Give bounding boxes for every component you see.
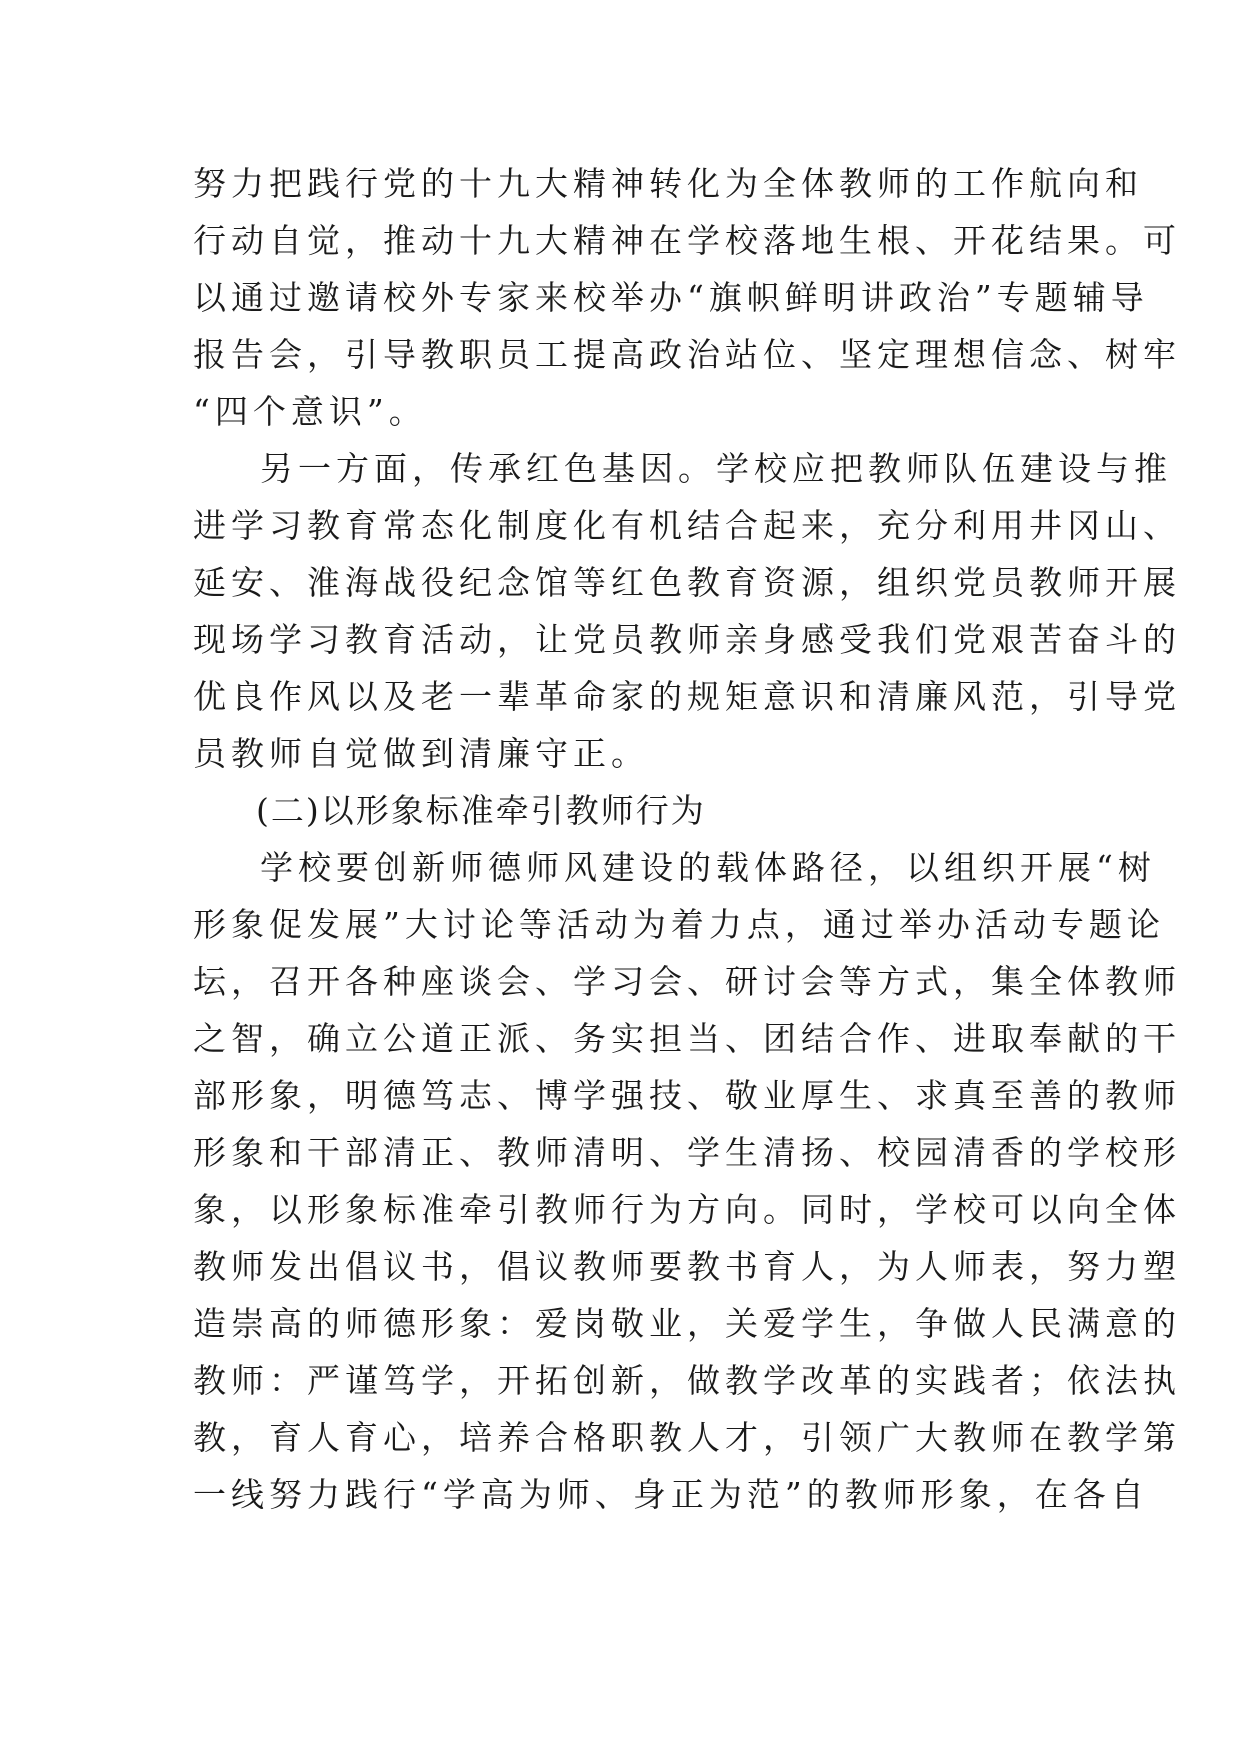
text-line: 之智，确立公道正派、务实担当、团结合作、进取奉献的干 [193, 1019, 1181, 1058]
text-line: 一线努力践行“学高为师、身正为范”的教师形象，在各自 [193, 1475, 1149, 1514]
text-line: 现场学习教育活动，让党员教师亲身感受我们党艰苦奋斗的 [193, 620, 1181, 659]
text-line: 学校要创新师德师风建设的载体路径，以组织开展“树 [260, 848, 1156, 887]
text-line: 以通过邀请校外专家来校举办“旗帜鲜明讲政治”专题辅导 [193, 278, 1149, 317]
text-line: 报告会，引导教职员工提高政治站位、坚定理想信念、树牢 [193, 335, 1181, 374]
text-line: 延安、淮海战役纪念馆等红色教育资源，组织党员教师开展 [193, 563, 1181, 602]
text-line: 教师发出倡议书，倡议教师要教书育人，为人师表，努力塑 [193, 1247, 1181, 1286]
text-line: 教师：严谨笃学，开拓创新，做教学改革的实践者；依法执 [193, 1361, 1181, 1400]
text-line: 教，育人育心，培养合格职教人才，引领广大教师在教学第 [193, 1418, 1181, 1457]
text-line: 优良作风以及老一辈革命家的规矩意识和清廉风范，引导党 [193, 677, 1181, 716]
text-line: 努力把践行党的十九大精神转化为全体教师的工作航向和 [193, 164, 1143, 203]
text-line: 另一方面，传承红色基因。学校应把教师队伍建设与推 [260, 449, 1172, 488]
text-line: 造崇高的师德形象：爱岗敬业，关爱学生，争做人民满意的 [193, 1304, 1181, 1343]
text-line: 形象和干部清正、教师清明、学生清扬、校园清香的学校形 [193, 1133, 1181, 1172]
text-line: 形象促发展”大讨论等活动为着力点，通过举办活动专题论 [193, 905, 1165, 944]
text-line: 坛，召开各种座谈会、学习会、研讨会等方式，集全体教师 [193, 962, 1181, 1001]
text-line: 象，以形象标准牵引教师行为方向。同时，学校可以向全体 [193, 1190, 1181, 1229]
body-text [193, 155, 1181, 1523]
text-line: 员教师自觉做到清廉守正。 [193, 734, 649, 773]
text-line: “四个意识”。 [193, 392, 427, 431]
text-line: 行动自觉，推动十九大精神在学校落地生根、开花结果。可 [193, 221, 1181, 260]
text-line: 部形象，明德笃志、博学强技、敬业厚生、求真至善的教师 [193, 1076, 1181, 1115]
section-heading: (二)以形象标准牵引教师行为 [256, 791, 706, 830]
text-line: 进学习教育常态化制度化有机结合起来，充分利用井冈山、 [193, 506, 1181, 545]
